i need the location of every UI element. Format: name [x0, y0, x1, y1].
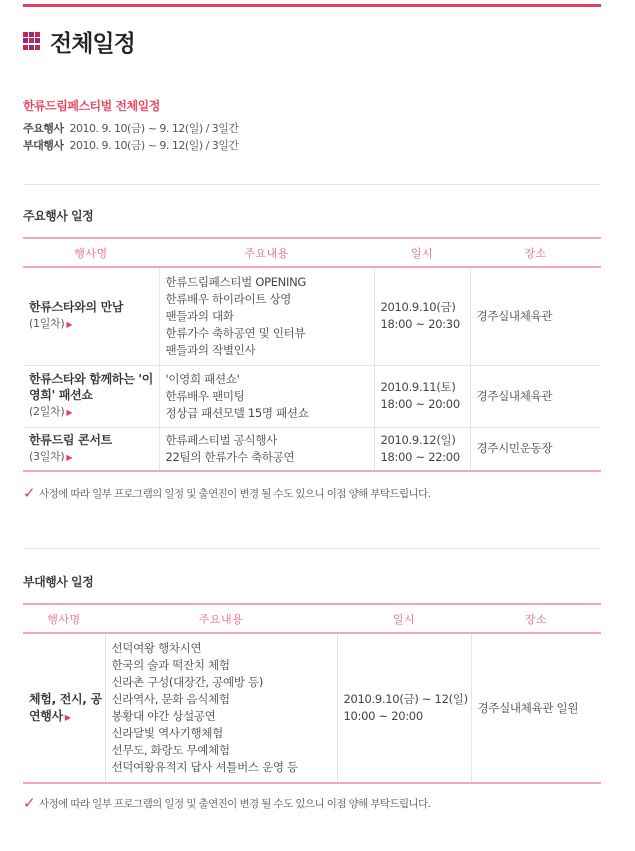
content-line: 신라역사, 문화 음식체험 — [111, 692, 230, 706]
festival-heading: 한류드림페스티벌 전체일정 — [23, 99, 160, 113]
table-row — [23, 365, 601, 427]
content-line: 한류가수 축하공연 및 인터뷰 — [165, 325, 306, 340]
header-event-name: 행사명 — [23, 604, 105, 633]
arrow-right-icon[interactable]: ▶ — [66, 452, 73, 462]
event-content — [159, 267, 374, 365]
event-time: 18:00 ~ 20:00 — [380, 397, 460, 411]
event-name[interactable]: 체험, 전시, 공연행사 — [29, 691, 102, 723]
notice-text: 사정에 따라 일부 프로그램의 일정 및 출연진이 변경 될 수도 있으니 이점 양해 부탁드립니다. — [38, 487, 431, 500]
event-day: (1일차) — [29, 317, 65, 331]
event-name-cell[interactable] — [23, 365, 159, 427]
event-content — [159, 427, 374, 471]
check-icon: ✓ — [23, 794, 35, 812]
event-day: (2일차) — [29, 405, 65, 418]
arrow-right-icon[interactable]: ▶ — [66, 320, 73, 330]
event-name[interactable]: 한류드림 콘서트 — [29, 432, 112, 447]
event-name[interactable]: 한류스타와 함께하는 '이영희' 패션쇼 — [29, 372, 154, 402]
main-period — [23, 120, 239, 136]
event-place: 경주실내체육관 — [470, 267, 601, 365]
event-datetime — [374, 267, 470, 365]
content-line: 22팀의 한류가수 축하공연 — [165, 449, 295, 464]
sub-events-title: 부대행사 일정 — [23, 575, 94, 589]
content-line: 선덕여왕유적지 답사 셔틀버스 운영 등 — [111, 760, 298, 774]
content-line: 한류페스티벌 공식행사 — [165, 432, 277, 447]
content-line: 선무도, 화랑도 무예체험 — [111, 743, 230, 757]
event-date: 2010.9.11(토) — [380, 380, 456, 394]
sub-period — [23, 137, 239, 153]
event-time: 18:00 ~ 20:30 — [380, 317, 460, 332]
header-place: 장소 — [471, 604, 601, 633]
table-row — [23, 633, 601, 783]
event-place: 경주실내체육관 일원 — [471, 633, 601, 783]
event-name-cell[interactable] — [23, 267, 159, 365]
notice — [23, 484, 430, 502]
event-place: 경주시민운동장 — [470, 427, 601, 471]
header-datetime: 일시 — [337, 604, 471, 633]
main-events-title: 주요행사 일정 — [23, 209, 94, 223]
header-content: 주요내용 — [159, 238, 374, 267]
event-time: 18:00 ~ 22:00 — [380, 449, 460, 464]
main-period-label: 주요행사 — [23, 122, 64, 135]
content-line: '이영희 패션쇼' — [165, 371, 240, 386]
page-title: 전체일정 — [50, 30, 135, 57]
sub-events-table — [23, 603, 601, 784]
event-date: 2010.9.10(금) — [380, 300, 456, 315]
content-line: 봉황대 야간 상설공연 — [111, 709, 216, 723]
event-day: (3일차) — [29, 449, 65, 463]
content-line: 한류드림페스티벌 OPENING — [165, 274, 306, 289]
sub-period-label: 부대행사 — [23, 139, 64, 152]
event-date: 2010.9.12(일) — [380, 432, 456, 447]
page-header — [23, 26, 135, 56]
event-name-cell[interactable] — [23, 633, 105, 783]
notice — [23, 794, 430, 812]
event-name-cell[interactable] — [23, 427, 159, 471]
sub-period-value: 2010. 9. 10(금) ~ 9. 12(일) / 3일간 — [69, 139, 239, 152]
content-line: 신라달빛 역사기행체험 — [111, 726, 223, 740]
content-line: 정상급 패션모델 15명 패션쇼 — [165, 405, 309, 420]
content-line: 팬들과의 작별인사 — [165, 342, 256, 357]
main-events-table — [23, 237, 601, 472]
table-row — [23, 267, 601, 365]
event-place: 경주실내체육관 — [470, 365, 601, 427]
content-line: 한류배우 하이라이트 상영 — [165, 291, 292, 306]
content-line: 팬들과의 대화 — [165, 308, 234, 323]
content-line: 선덕여왕 행차시연 — [111, 641, 202, 655]
content-line: 신라촌 구성(대장간, 공예방 등) — [111, 675, 264, 689]
event-datetime — [374, 427, 470, 471]
header-place: 장소 — [470, 238, 601, 267]
table-header-row — [23, 238, 601, 267]
grid-icon — [23, 32, 41, 50]
main-period-value: 2010. 9. 10(금) ~ 9. 12(일) / 3일간 — [69, 122, 239, 135]
content-line: 한류배우 팬미팅 — [165, 388, 245, 403]
arrow-right-icon[interactable]: ▶ — [66, 408, 73, 417]
header-content: 주요내용 — [105, 604, 337, 633]
check-icon: ✓ — [23, 484, 35, 502]
event-datetime — [337, 633, 471, 783]
notice-text: 사정에 따라 일부 프로그램의 일정 및 출연진이 변경 될 수도 있으니 이점 양해 부탁드립니다. — [38, 797, 431, 810]
content-line: 한국의 술과 떡잔치 체험 — [111, 658, 230, 672]
divider — [23, 548, 601, 549]
event-content — [159, 365, 374, 427]
header-event-name: 행사명 — [23, 238, 159, 267]
event-content — [105, 633, 337, 783]
arrow-right-icon[interactable]: ▶ — [64, 712, 71, 722]
event-date: 2010.9.10(금) ~ 12(일) — [343, 692, 468, 706]
table-row — [23, 427, 601, 471]
table-header-row — [23, 604, 601, 633]
event-name[interactable]: 한류스타와의 만남 — [29, 300, 124, 315]
top-accent-bar — [23, 4, 601, 7]
event-time: 10:00 ~ 20:00 — [343, 709, 423, 723]
header-datetime: 일시 — [374, 238, 470, 267]
event-datetime — [374, 365, 470, 427]
divider — [23, 184, 601, 185]
